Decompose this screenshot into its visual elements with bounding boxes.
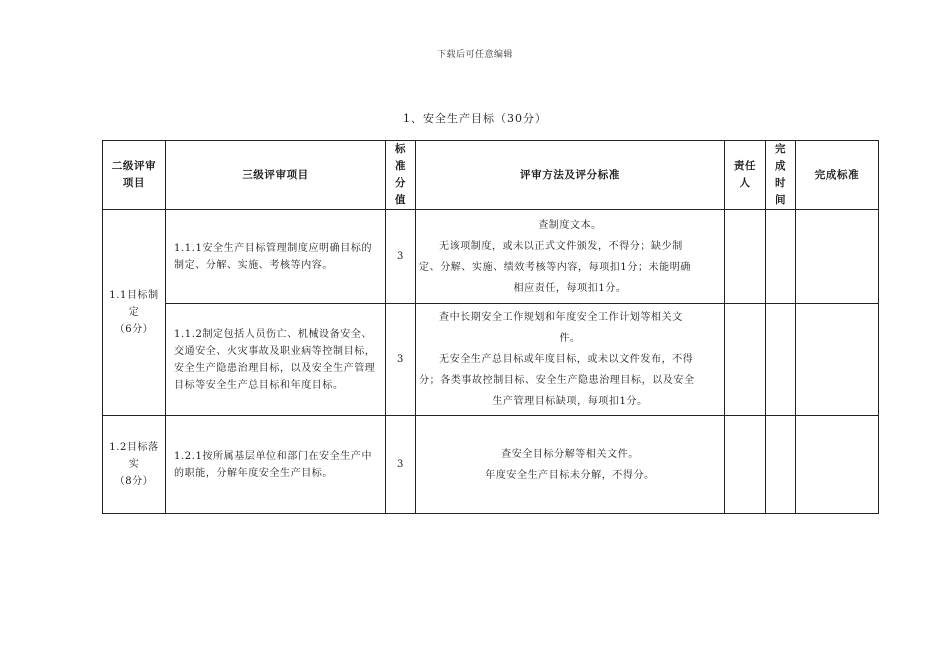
col-header-method: 评审方法及评分标准 [416, 141, 725, 210]
method-line: 无安全生产总目标或年度目标，或未以文件发布，不得 [439, 354, 694, 365]
table-row [103, 210, 879, 304]
completion-time-cell [766, 416, 796, 514]
responsible-cell [725, 416, 766, 514]
method-line: 相应责任，每项扣1分。 [513, 282, 627, 294]
table-header-row [103, 141, 879, 210]
level2-cell [103, 210, 166, 416]
method-line: 查安全目标分解等相关文件。 [501, 448, 639, 460]
method-cell [416, 304, 725, 416]
responsible-cell [725, 304, 766, 416]
method-line: 年度安全生产目标未分解，不得分。 [485, 469, 655, 481]
score-value: 3 [386, 304, 416, 416]
table-row [103, 304, 879, 416]
method-line: 查制度文本。 [538, 219, 602, 231]
completion-standard-cell [796, 210, 879, 304]
col-header-level2: 二级评审项目 [103, 141, 166, 210]
method-line: 件。 [559, 333, 581, 344]
level2-name: 1.1目标制定 [109, 290, 159, 318]
level3-item: 1.2.1按所属基层单位和部门在安全生产中的职能，分解年度安全生产目标。 [166, 416, 386, 514]
completion-time-cell [766, 210, 796, 304]
col-header-level3: 三级评审项目 [166, 141, 386, 210]
level2-score: （8分） [114, 476, 154, 487]
level2-score: （6分） [114, 324, 154, 335]
score-value: 3 [386, 416, 416, 514]
method-line: 定、分解、实施、绩效考核等内容，每项扣1分；未能明确 [419, 261, 691, 273]
completion-standard-cell [796, 304, 879, 416]
review-table [102, 140, 879, 514]
level3-item: 1.1.2制定包括人员伤亡、机械设备安全、交通安全、火灾事故及职业病等控制目标，安全生产隐患治理目标，以及安全生产管理目标等安全生产总目标和年度目标。 [166, 304, 386, 416]
completion-standard-cell [796, 416, 879, 514]
col-header-completion-standard: 完成标准 [796, 141, 879, 210]
col-header-score: 标准分值 [386, 141, 416, 210]
responsible-cell [725, 210, 766, 304]
score-value: 3 [386, 210, 416, 304]
table-row [103, 416, 879, 514]
method-cell [416, 416, 725, 514]
method-line: 生产管理目标缺项，每项扣1分。 [492, 396, 648, 407]
method-cell [416, 210, 725, 304]
level3-item: 1.1.1安全生产目标管理制度应明确目标的制定、分解、实施、考核等内容。 [166, 210, 386, 304]
level2-name: 1.2目标落实 [109, 442, 159, 470]
col-header-responsible: 责任人 [725, 141, 766, 210]
section-title: 1、安全生产目标（30分） [403, 112, 547, 125]
level2-cell [103, 416, 166, 514]
completion-time-cell [766, 304, 796, 416]
method-line: 查中长期安全工作规划和年度安全工作计划等相关文 [439, 312, 683, 323]
method-line: 无该项制度，或未以正式文件颁发，不得分；缺少制 [439, 240, 683, 252]
col-header-completion-time: 完成时间 [766, 141, 796, 210]
header-note: 下载后可任意编辑 [436, 50, 513, 60]
method-line: 分；各类事故控制目标、安全生产隐患治理目标，以及安全 [419, 375, 695, 386]
